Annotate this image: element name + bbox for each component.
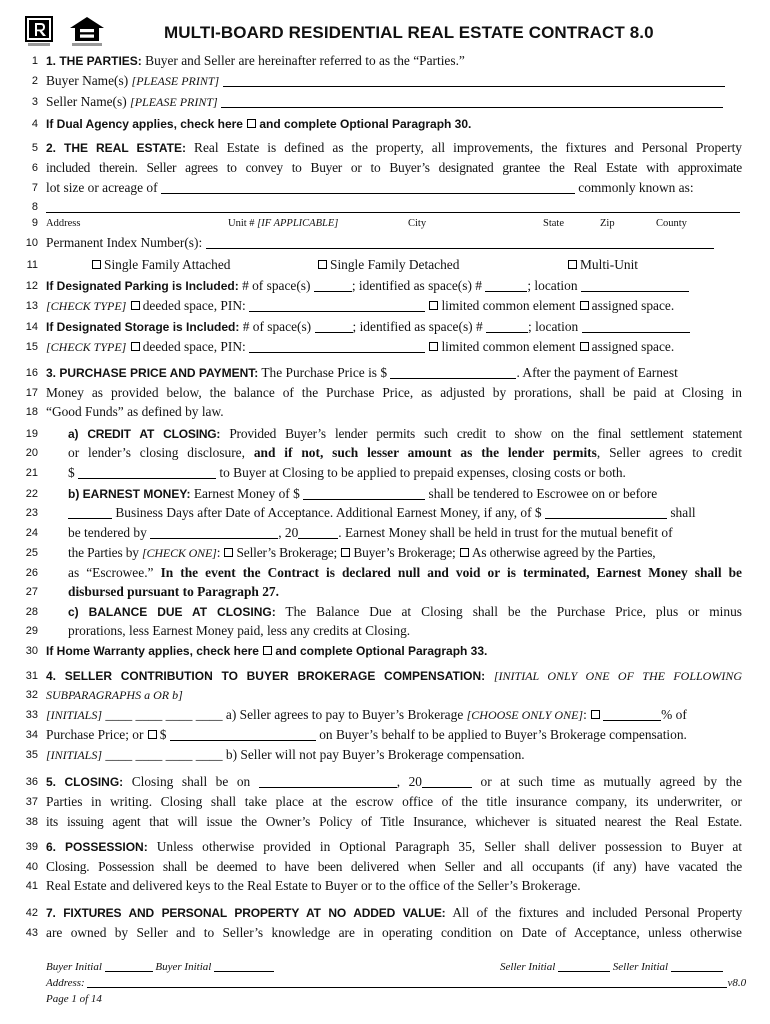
seller-initial-field-2[interactable]	[671, 961, 723, 972]
line-number: 5	[31, 142, 38, 154]
contract-line-31: 31 4. SELLER CONTRIBUTION TO BUYER BROKERAGE COMPENSATION: [INITIAL ONLY ONE OF THE FOLLOWING	[0, 667, 770, 685]
sellers-brokerage-checkbox[interactable]	[224, 548, 233, 557]
dual-agency-checkbox[interactable]	[247, 119, 256, 128]
contract-line-13: 13 [CHECK TYPE] deeded space, PIN: limited common element assigned space.	[0, 297, 770, 315]
lot-size-field[interactable]	[161, 181, 575, 194]
line-number: 23	[25, 507, 38, 519]
seller-name-label: Seller Name(s)	[46, 94, 127, 109]
pin-label: Permanent Index Number(s):	[46, 235, 203, 250]
contract-line-40	[0, 858, 770, 876]
contract-line-15: 15 [CHECK TYPE] deeded space, PIN: limited common element assigned space.	[0, 338, 770, 356]
storage-label: If Designated Storage is Included:	[46, 320, 240, 334]
storage-pin-field[interactable]	[249, 340, 425, 353]
realtor-logo-icon	[24, 16, 54, 48]
contract-line-2	[0, 72, 770, 90]
business-days-field[interactable]	[68, 506, 112, 519]
line-number: 18	[25, 406, 38, 418]
contract-line-1	[0, 52, 770, 70]
section-heading: 3. PURCHASE PRICE AND PAYMENT:	[46, 366, 259, 380]
compensation-amount-field[interactable]	[170, 728, 316, 741]
contract-line-36: 36 5. CLOSING: Closing shall be on , 20 or at such time as mutually agreed by the	[0, 773, 770, 791]
line-number: 1	[31, 55, 38, 67]
contract-line-10	[0, 234, 770, 252]
seller-initial-field-1[interactable]	[558, 961, 610, 972]
known-as-label: commonly known as:	[578, 180, 694, 195]
checkbox[interactable]	[568, 260, 577, 269]
footer-address: Address: v8.0	[46, 977, 747, 989]
print-hint: [PLEASE PRINT]	[131, 74, 220, 88]
line-text: Parties in writing. Closing shall take place at the escrow office of the title insurance company, its underwriter, or	[46, 794, 742, 809]
line-number: 14	[25, 321, 38, 333]
line-number: 31	[25, 670, 38, 682]
line-text: “Good Funds” as defined by law.	[46, 404, 224, 419]
line-number: 19	[25, 428, 38, 440]
line-number: 12	[25, 280, 38, 292]
assigned-storage-checkbox[interactable]	[580, 342, 589, 351]
line-number: 26	[25, 567, 38, 579]
address-field[interactable]	[46, 200, 740, 213]
city-caption: City	[408, 218, 427, 229]
contract-line-17	[0, 384, 770, 402]
storage-id-field[interactable]	[486, 320, 528, 333]
percent-checkbox[interactable]	[591, 710, 600, 719]
pin-field[interactable]	[206, 236, 714, 249]
contract-line-18	[0, 403, 770, 421]
checkbox[interactable]	[92, 260, 101, 269]
line-number: 7	[31, 182, 38, 194]
contract-line-6	[0, 159, 770, 177]
line-number: 29	[25, 625, 38, 637]
line-text: Real Estate and delivered keys to the Real Estate to Buyer or to the office of the Seller’s Brokerage.	[46, 878, 581, 893]
subsection-heading: c) BALANCE DUE AT CLOSING:	[68, 605, 276, 619]
line-number: 33	[25, 709, 38, 721]
section-heading: 1. THE PARTIES:	[46, 54, 142, 68]
line-number: 2	[31, 75, 38, 87]
line-number: 41	[25, 880, 38, 892]
contract-line-16: 16 3. PURCHASE PRICE AND PAYMENT: The Purchase Price is $ . After the payment of Earnest	[0, 364, 770, 382]
contract-line-41	[0, 877, 770, 895]
closing-date-field[interactable]	[259, 775, 397, 788]
option-multi-unit[interactable]: Multi-Unit	[567, 256, 638, 274]
contract-line-25: 25 the Parties by [CHECK ONE]: Seller’s Brokerage; Buyer’s Brokerage; As otherwise agreed by the Parties,	[0, 544, 770, 562]
line-number: 43	[25, 927, 38, 939]
contract-line-29	[0, 622, 770, 640]
line-number: 39	[25, 841, 38, 853]
credit-amount-field[interactable]	[78, 466, 216, 479]
checkbox[interactable]	[318, 260, 327, 269]
equal-housing-logo-icon	[68, 16, 106, 48]
otherwise-agreed-checkbox[interactable]	[460, 548, 469, 557]
line-number: 4	[31, 118, 38, 130]
contract-line-20: 20 or lender’s closing disclosure, and if not, such lesser amount as the lender permits, Seller agrees to credit	[0, 444, 770, 462]
buyer-name-label: Buyer Name(s)	[46, 73, 129, 88]
line-number: 27	[25, 586, 38, 598]
line-number: 42	[25, 907, 38, 919]
home-warranty-checkbox[interactable]	[263, 646, 272, 655]
option-single-family-detached[interactable]: Single Family Detached	[317, 256, 459, 274]
zip-caption: Zip	[600, 218, 615, 229]
parking-id-field[interactable]	[485, 279, 527, 292]
contract-line-4	[0, 115, 770, 133]
buyers-brokerage-checkbox[interactable]	[341, 548, 350, 557]
deeded-storage-checkbox[interactable]	[131, 342, 140, 351]
unit-caption: Unit # [IF APPLICABLE]	[228, 218, 339, 229]
contract-line-19: 19 a) CREDIT AT CLOSING: Provided Buyer’s lender permits such credit to show on the final settlement statement	[0, 425, 770, 443]
contract-line-30: 30 If Home Warranty applies, check here and complete Optional Paragraph 33.	[0, 642, 770, 660]
contract-line-3	[0, 93, 770, 111]
contract-line-39: 39 6. POSSESSION: Unless otherwise provided in Optional Paragraph 35, Seller shall deliver possession to Buyer at	[0, 838, 770, 856]
line-number: 38	[25, 816, 38, 828]
line-text: included therein. Seller agrees to convey to Buyer or to Buyer’s designated grantee the Real Estate with approximate	[46, 160, 742, 175]
section-heading: 4. SELLER CONTRIBUTION TO BUYER BROKERAGE COMPENSATION:	[46, 669, 486, 683]
buyer-initial-field-2[interactable]	[214, 961, 274, 972]
option-single-family-attached[interactable]: Single Family Attached	[91, 256, 230, 274]
initials-field-b[interactable]: ____ ____ ____ ____	[105, 747, 223, 762]
section-heading: 6. POSSESSION:	[46, 840, 148, 854]
line-number: 22	[25, 488, 38, 500]
deeded-parking-checkbox[interactable]	[131, 301, 140, 310]
purchase-price-field[interactable]	[390, 366, 516, 379]
buyer-initials: Buyer Initial Buyer Initial	[46, 960, 274, 974]
tender-date-field[interactable]	[150, 526, 278, 539]
section-heading: 2. THE REAL ESTATE:	[46, 141, 186, 155]
contract-line-35: 35 [INITIALS] ____ ____ ____ ____ b) Seller will not pay Buyer’s Brokerage compensation.	[0, 746, 770, 764]
seller-name-field[interactable]	[221, 95, 723, 108]
line-number: 37	[25, 796, 38, 808]
assigned-parking-checkbox[interactable]	[580, 301, 589, 310]
line-number: 21	[25, 467, 38, 479]
line-number: 34	[25, 729, 38, 741]
line-number: 6	[31, 162, 38, 174]
line-number: 16	[25, 367, 38, 379]
line-number: 9	[31, 217, 38, 229]
county-caption: County	[656, 218, 687, 229]
contract-line-23: 23 Business Days after Date of Acceptance. Additional Earnest Money, if any, of $ shall	[0, 504, 770, 522]
parking-pin-field[interactable]	[249, 299, 425, 312]
subsection-heading: a) CREDIT AT CLOSING:	[68, 427, 221, 441]
address-caption: Address	[46, 218, 81, 229]
contract-line-24: 24 be tendered by , 20 . Earnest Money shall be held in trust for the mutual benefit of	[0, 524, 770, 542]
buyer-initial-field-1[interactable]	[105, 961, 153, 972]
line-number: 24	[25, 527, 38, 539]
line-number: 11	[26, 259, 38, 271]
line-number: 32	[25, 689, 38, 701]
contract-line-14: 14 If Designated Storage is Included: # of space(s) ; identified as space(s) # ; location	[0, 318, 770, 336]
contract-line-26: 26 as “Escrowee.” In the event the Contract is declared null and void or is terminated, Earnest Money shall be	[0, 564, 770, 582]
contract-line-27	[0, 583, 770, 601]
contract-line-21: 21 $ to Buyer at Closing to be applied to prepaid expenses, closing costs or both.	[0, 464, 770, 482]
storage-spaces-field[interactable]	[315, 320, 353, 333]
line-text: are owned by Seller and to Seller’s knowledge are in operating condition on Date of Acceptance, unless otherwise	[46, 925, 742, 940]
contract-line-28: 28 c) BALANCE DUE AT CLOSING: The Balance Due at Closing shall be the Purchase Price, plus or minus	[0, 603, 770, 621]
line-text: Money as provided below, the balance of the Purchase Price, as adjusted by prorations, shall be paid at Closing in	[46, 385, 742, 400]
contract-line-9	[0, 214, 770, 232]
line-number: 15	[25, 341, 38, 353]
line-number: 40	[25, 861, 38, 873]
seller-initials: Seller Initial Seller Initial	[500, 960, 723, 974]
line-number: 3	[31, 96, 38, 108]
section-heading: 5. CLOSING:	[46, 775, 124, 789]
line-text: Buyer and Seller are hereinafter referred to as the “Parties.”	[145, 53, 465, 68]
line-text: Closing. Possession shall be deemed to have been delivered when Seller and all occupants (if any) have vacated the	[46, 859, 742, 874]
line-number: 8	[31, 201, 38, 213]
line-number: 35	[25, 749, 38, 761]
contract-line-11	[0, 256, 770, 274]
subsection-heading: b) EARNEST MONEY:	[68, 487, 191, 501]
storage-location-field[interactable]	[582, 320, 690, 333]
limited-common-storage-checkbox[interactable]	[429, 342, 438, 351]
line-number: 20	[25, 447, 38, 459]
contract-line-5	[0, 139, 770, 157]
line-text: prorations, less Earnest Money paid, less any credits at Closing.	[68, 623, 411, 638]
parking-spaces-field[interactable]	[314, 279, 352, 292]
parking-label: If Designated Parking is Included:	[46, 279, 239, 293]
line-number: 25	[25, 547, 38, 559]
additional-earnest-field[interactable]	[545, 506, 667, 519]
line-text: SUBPARAGRAPHS a OR b]	[46, 688, 183, 702]
buyer-name-field[interactable]	[223, 74, 725, 87]
contract-line-7	[0, 179, 770, 197]
contract-line-12: 12 If Designated Parking is Included: # of space(s) ; identified as space(s) # ; location	[0, 277, 770, 295]
contract-line-37	[0, 793, 770, 811]
line-number: 28	[25, 606, 38, 618]
footer-address-field[interactable]	[87, 977, 727, 988]
closing-year-field[interactable]	[422, 775, 472, 788]
line-number: 30	[25, 645, 38, 657]
section-heading: 7. FIXTURES AND PERSONAL PROPERTY AT NO ADDED VALUE:	[46, 906, 446, 920]
page-number: Page 1 of 14	[46, 993, 102, 1005]
contract-line-32	[0, 686, 770, 704]
dual-agency-text: and complete Optional Paragraph 30.	[259, 117, 472, 131]
line-number: 36	[25, 776, 38, 788]
amount-checkbox[interactable]	[148, 730, 157, 739]
line-text: its issuing agent that will issue the Owner’s Policy of Title Insurance, whichever is situated nearest the Real Estate.	[46, 814, 742, 829]
lot-size-label: lot size or acreage of	[46, 180, 158, 195]
contract-line-34: 34 Purchase Price; or $ on Buyer’s behalf to be applied to Buyer’s Brokerage compensation.	[0, 726, 770, 744]
line-text: Real Estate is defined as the property, all improvements, the fixtures and Personal Property	[194, 140, 742, 155]
print-hint: [PLEASE PRINT]	[130, 95, 218, 109]
contract-line-33: 33 [INITIALS] ____ ____ ____ ____ a) Seller agrees to pay to Buyer’s Brokerage [CHOOSE ONLY ONE]: % of	[0, 706, 770, 724]
parking-location-field[interactable]	[581, 279, 689, 292]
contract-line-43	[0, 924, 770, 942]
line-number: 10	[25, 237, 38, 249]
initials-field-a[interactable]: ____ ____ ____ ____	[105, 707, 223, 722]
contract-line-22: 22 b) EARNEST MONEY: Earnest Money of $ shall be tendered to Escrowee on or before	[0, 485, 770, 503]
document-header	[24, 12, 754, 52]
page-title: MULTI-BOARD RESIDENTIAL REAL ESTATE CONTRACT 8.0	[164, 23, 654, 42]
line-number: 17	[25, 387, 38, 399]
version-label: v8.0	[727, 977, 747, 989]
line-number: 13	[25, 300, 38, 312]
state-caption: State	[543, 218, 564, 229]
contract-line-42: 42 7. FIXTURES AND PERSONAL PROPERTY AT NO ADDED VALUE: All of the fixtures and included Personal Property	[0, 904, 770, 922]
tender-year-field[interactable]	[298, 526, 338, 539]
earnest-money-field[interactable]	[303, 487, 425, 500]
limited-common-parking-checkbox[interactable]	[429, 301, 438, 310]
dual-agency-label: If Dual Agency applies, check here	[46, 117, 243, 131]
line-text: disbursed pursuant to Paragraph 27.	[68, 584, 279, 599]
percent-field[interactable]	[603, 708, 661, 721]
contract-line-38	[0, 813, 770, 831]
